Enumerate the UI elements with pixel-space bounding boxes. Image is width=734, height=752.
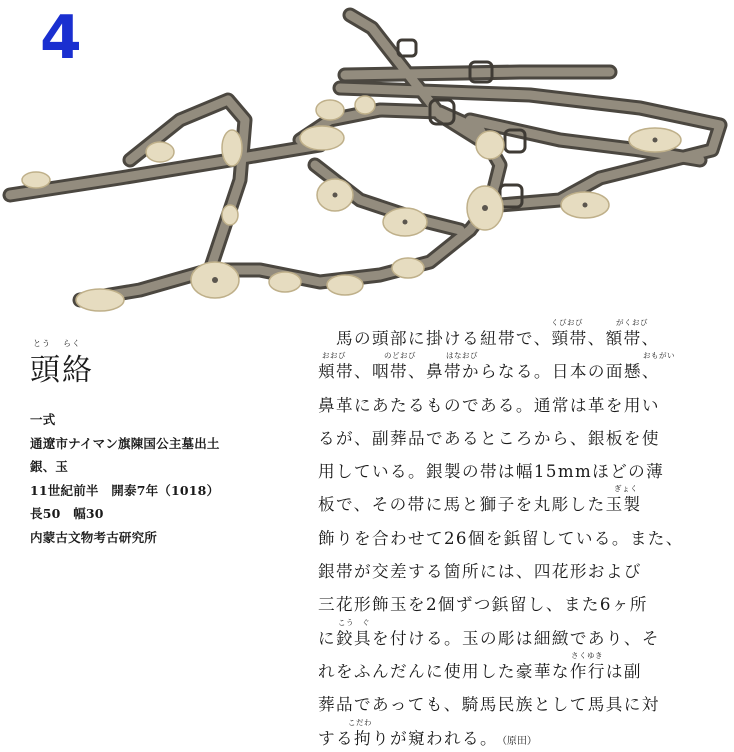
author-attribution: （原田） xyxy=(501,735,537,747)
meta-dimensions: 長50 幅30 xyxy=(30,506,104,521)
title-ruby-2: らく xyxy=(63,339,81,348)
body-line xyxy=(318,484,733,517)
title-block xyxy=(30,335,280,395)
furigana: はなおび xyxy=(446,351,478,361)
meta-collection: 内蒙古文物考古研究所 xyxy=(30,529,158,545)
furigana: こだわ xyxy=(348,717,372,727)
furigana: さくゆき xyxy=(571,650,603,660)
body-line xyxy=(318,651,733,684)
object-title: 頭絡 xyxy=(30,353,94,388)
headstall-photo xyxy=(0,0,734,330)
furigana: のどおび xyxy=(384,351,416,361)
body-line xyxy=(318,684,733,717)
title-ruby-1: とう xyxy=(33,339,51,348)
body-line-text: に鉸具を付ける。玉の彫は細緻であり、そ xyxy=(318,628,660,648)
body-line xyxy=(318,318,733,351)
body-line-text: 銀帯が交差する箇所には、四花形および xyxy=(318,562,642,582)
furigana: がくおび xyxy=(616,318,648,327)
furigana: くびおび xyxy=(551,318,583,327)
body-line xyxy=(318,551,733,584)
furigana: ぎょく xyxy=(614,484,638,494)
furigana: こう ぐ xyxy=(338,617,370,627)
body-line-text: 用している。銀製の帯は幅15mmほどの薄 xyxy=(318,462,665,482)
body-line-text: 葬品であっても、騎馬民族として馬具に対 xyxy=(318,695,660,715)
description-text xyxy=(318,318,733,751)
body-line xyxy=(318,385,733,418)
body-line-text: 頬帯、咽帯、鼻帯からなる。日本の面懸、 xyxy=(318,362,660,382)
body-line xyxy=(318,418,733,451)
body-line xyxy=(318,584,733,617)
body-line-text: 馬の頭部に掛ける紐帯で、頸帯、額帯、 xyxy=(336,329,660,348)
body-line-text: 三花形飾玉を2個ずつ鋲留し、また6ヶ所 xyxy=(318,595,648,615)
body-line-text: るが、副葬品であるところから、銀板を使 xyxy=(318,428,660,448)
body-line xyxy=(318,718,733,751)
meta-date: 11世紀前半 開泰7年（1018） xyxy=(30,482,220,498)
furigana: おもがい xyxy=(643,351,675,361)
furigana: おおび xyxy=(322,351,346,361)
body-line xyxy=(318,451,733,484)
body-line-text: 飾りを合わせて26個を鋲留している。また、 xyxy=(318,528,684,548)
body-line-text: 鼻革にあたるものである。通常は革を用い xyxy=(318,395,660,415)
meta-material: 銀、玉 xyxy=(30,459,69,474)
body-line-text: れをふんだんに使用した豪華な作行は副 xyxy=(318,661,642,681)
body-line-text: する拘りが窺われる。 xyxy=(318,728,498,748)
object-meta-list xyxy=(30,408,280,549)
meta-provenance: 通遼市ナイマン旗陳国公主墓出土 xyxy=(30,435,220,451)
body-line xyxy=(318,618,733,651)
body-line-text: 板で、その帯に馬と獅子を丸彫した玉製 xyxy=(318,495,642,515)
object-caption xyxy=(30,335,280,545)
body-line xyxy=(318,351,733,384)
plate-number: 4 xyxy=(40,3,82,73)
meta-quantity: 一式 xyxy=(30,412,56,427)
body-line xyxy=(318,518,733,551)
